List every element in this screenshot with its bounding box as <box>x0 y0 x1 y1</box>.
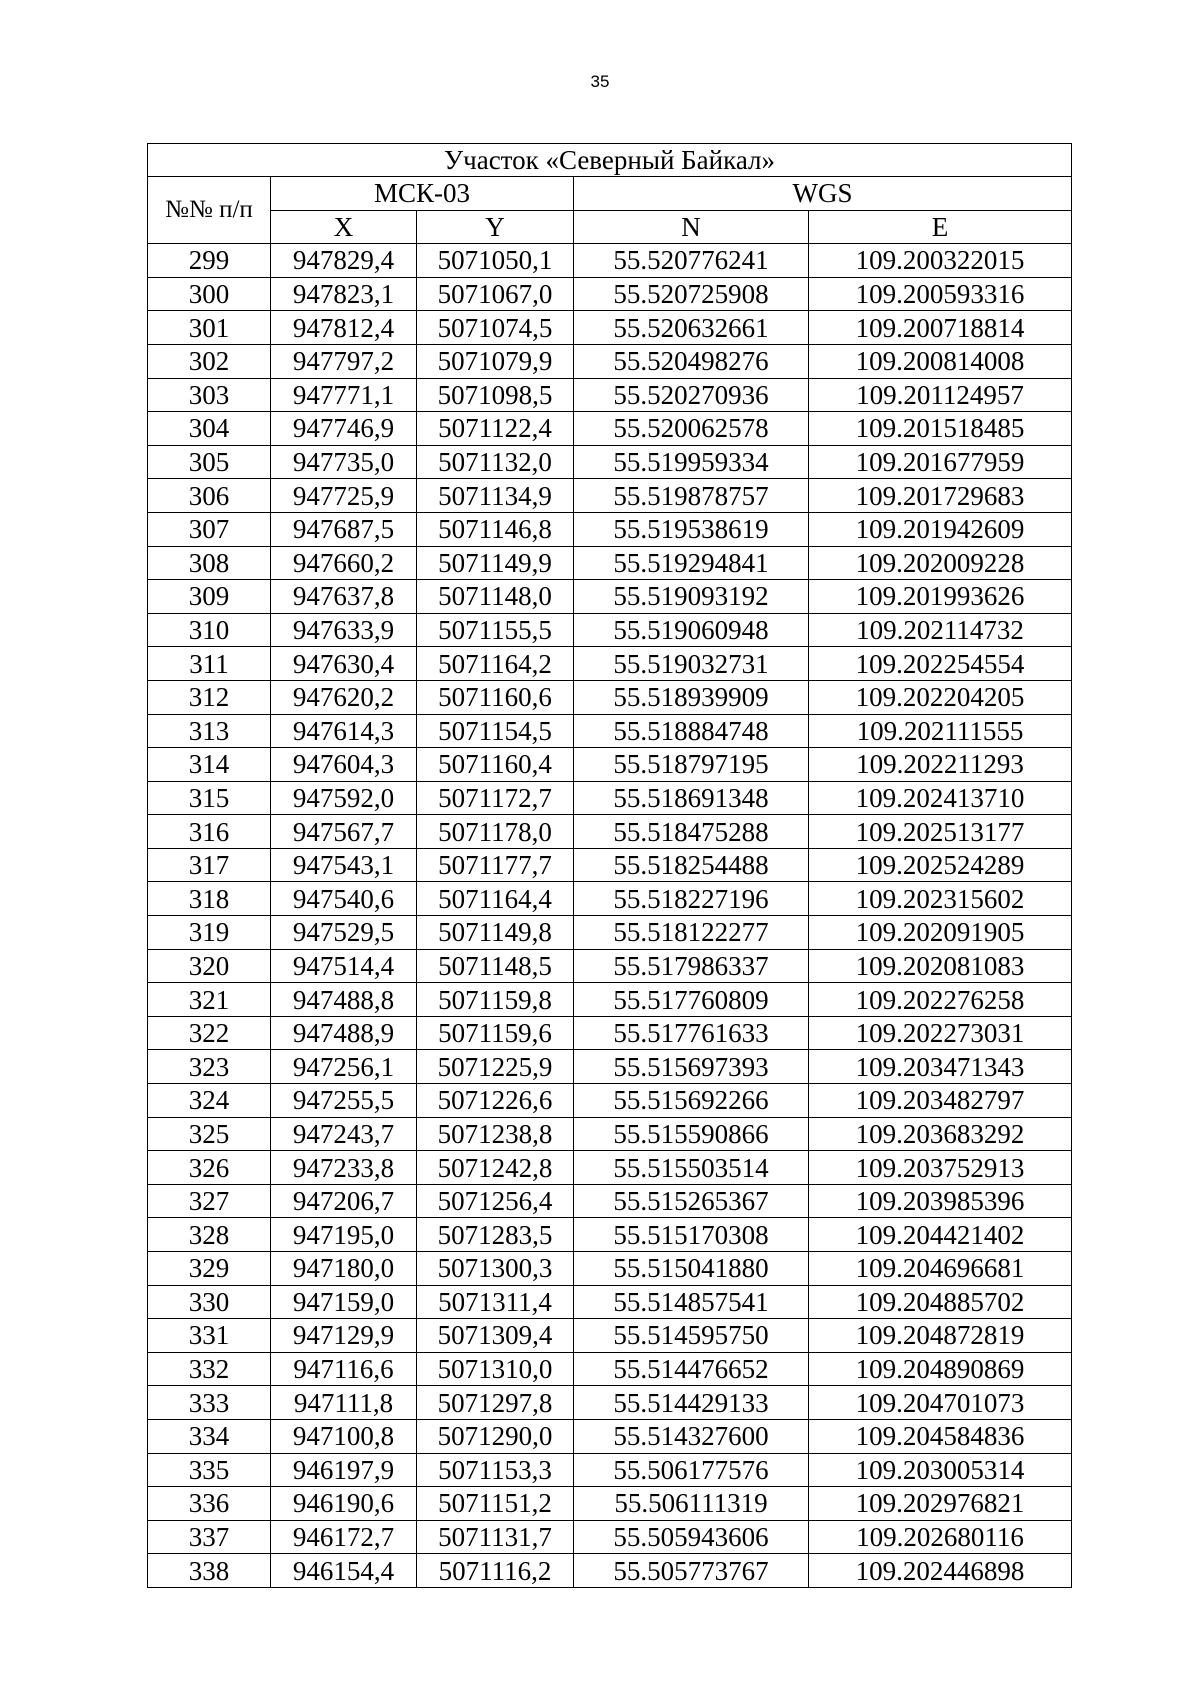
y-cell: 5071311,4 <box>417 1285 574 1319</box>
row-number-cell: 299 <box>148 244 271 278</box>
y-cell: 5071131,7 <box>417 1520 574 1554</box>
n-cell: 55.515041880 <box>574 1252 809 1286</box>
row-number-cell: 308 <box>148 546 271 580</box>
e-cell: 109.203985396 <box>809 1184 1072 1218</box>
y-cell: 5071300,3 <box>417 1252 574 1286</box>
table-row <box>148 983 1072 1017</box>
e-cell: 109.202315602 <box>809 882 1072 916</box>
row-number-cell: 302 <box>148 344 271 378</box>
y-cell: 5071155,5 <box>417 613 574 647</box>
table-row <box>148 714 1072 748</box>
x-cell: 947592,0 <box>271 781 417 815</box>
n-cell: 55.519294841 <box>574 546 809 580</box>
x-cell: 947812,4 <box>271 311 417 345</box>
table-title: Участок «Северный Байкал» <box>148 144 1072 177</box>
e-cell: 109.202111555 <box>809 714 1072 748</box>
e-cell: 109.203005314 <box>809 1453 1072 1487</box>
table-row <box>148 613 1072 647</box>
table-header <box>148 144 1072 244</box>
e-cell: 109.200593316 <box>809 277 1072 311</box>
table-row <box>148 1285 1072 1319</box>
n-cell: 55.520776241 <box>574 244 809 278</box>
y-cell: 5071160,6 <box>417 680 574 714</box>
y-cell: 5071226,6 <box>417 1084 574 1118</box>
e-cell: 109.202680116 <box>809 1520 1072 1554</box>
n-cell: 55.518939909 <box>574 680 809 714</box>
n-cell: 55.505943606 <box>574 1520 809 1554</box>
y-cell: 5071154,5 <box>417 714 574 748</box>
table-row <box>148 748 1072 782</box>
row-number-cell: 307 <box>148 512 271 546</box>
y-cell: 5071283,5 <box>417 1218 574 1252</box>
n-cell: 55.514476652 <box>574 1352 809 1386</box>
row-number-cell: 311 <box>148 647 271 681</box>
y-cell: 5071297,8 <box>417 1386 574 1420</box>
y-cell: 5071172,7 <box>417 781 574 815</box>
x-cell: 947543,1 <box>271 848 417 882</box>
table-body <box>148 244 1072 1588</box>
n-cell: 55.520632661 <box>574 311 809 345</box>
y-cell: 5071146,8 <box>417 512 574 546</box>
row-number-cell: 335 <box>148 1453 271 1487</box>
row-number-cell: 316 <box>148 815 271 849</box>
x-cell: 947159,0 <box>271 1285 417 1319</box>
x-cell: 947129,9 <box>271 1319 417 1353</box>
y-cell: 5071310,0 <box>417 1352 574 1386</box>
n-cell: 55.518227196 <box>574 882 809 916</box>
table-row <box>148 1117 1072 1151</box>
n-cell: 55.520725908 <box>574 277 809 311</box>
row-number-cell: 327 <box>148 1184 271 1218</box>
e-cell: 109.202446898 <box>809 1554 1072 1588</box>
row-number-cell: 322 <box>148 1016 271 1050</box>
row-number-cell: 323 <box>148 1050 271 1084</box>
table-row <box>148 848 1072 882</box>
n-cell: 55.514857541 <box>574 1285 809 1319</box>
table-row <box>148 1151 1072 1185</box>
n-cell: 55.506111319 <box>574 1487 809 1521</box>
table-row <box>148 1016 1072 1050</box>
table-row <box>148 1453 1072 1487</box>
y-cell: 5071122,4 <box>417 412 574 446</box>
n-cell: 55.520498276 <box>574 344 809 378</box>
x-cell: 947771,1 <box>271 378 417 412</box>
x-cell: 946172,7 <box>271 1520 417 1554</box>
y-cell: 5071159,6 <box>417 1016 574 1050</box>
y-cell: 5071164,4 <box>417 882 574 916</box>
y-cell: 5071159,8 <box>417 983 574 1017</box>
msk-group-header: МСК-03 <box>271 177 574 211</box>
e-cell: 109.204701073 <box>809 1386 1072 1420</box>
y-cell: 5071074,5 <box>417 311 574 345</box>
x-cell: 947735,0 <box>271 445 417 479</box>
n-cell: 55.520270936 <box>574 378 809 412</box>
table-row <box>148 882 1072 916</box>
table-row <box>148 1419 1072 1453</box>
row-number-cell: 336 <box>148 1487 271 1521</box>
table-row <box>148 479 1072 513</box>
x-cell: 947614,3 <box>271 714 417 748</box>
n-cell: 55.517760809 <box>574 983 809 1017</box>
n-cell: 55.517986337 <box>574 949 809 983</box>
y-cell: 5071148,0 <box>417 580 574 614</box>
row-number-cell: 309 <box>148 580 271 614</box>
x-cell: 947567,7 <box>271 815 417 849</box>
number-column-header: №№ п/п <box>148 177 271 244</box>
n-cell: 55.519060948 <box>574 613 809 647</box>
row-number-cell: 317 <box>148 848 271 882</box>
x-cell: 947514,4 <box>271 949 417 983</box>
table-row <box>148 1252 1072 1286</box>
table-row <box>148 512 1072 546</box>
n-cell: 55.514595750 <box>574 1319 809 1353</box>
e-cell: 109.200718814 <box>809 311 1072 345</box>
table-row <box>148 378 1072 412</box>
e-column-header: E <box>809 210 1072 244</box>
y-cell: 5071151,2 <box>417 1487 574 1521</box>
table-row <box>148 1184 1072 1218</box>
n-cell: 55.518691348 <box>574 781 809 815</box>
n-cell: 55.515697393 <box>574 1050 809 1084</box>
e-cell: 109.200814008 <box>809 344 1072 378</box>
y-column-header: Y <box>417 210 574 244</box>
y-cell: 5071132,0 <box>417 445 574 479</box>
e-cell: 109.202114732 <box>809 613 1072 647</box>
row-number-cell: 330 <box>148 1285 271 1319</box>
n-cell: 55.518884748 <box>574 714 809 748</box>
table-row <box>148 1487 1072 1521</box>
table-row <box>148 1520 1072 1554</box>
n-cell: 55.518475288 <box>574 815 809 849</box>
e-cell: 109.202211293 <box>809 748 1072 782</box>
page-number: 35 <box>590 72 610 91</box>
table-row <box>148 277 1072 311</box>
n-cell: 55.505773767 <box>574 1554 809 1588</box>
table-row <box>148 1050 1072 1084</box>
row-number-cell: 319 <box>148 916 271 950</box>
row-number-cell: 318 <box>148 882 271 916</box>
n-cell: 55.506177576 <box>574 1453 809 1487</box>
x-cell: 947206,7 <box>271 1184 417 1218</box>
e-cell: 109.204885702 <box>809 1285 1072 1319</box>
n-cell: 55.517761633 <box>574 1016 809 1050</box>
group-header-row <box>148 177 1072 211</box>
n-cell: 55.519538619 <box>574 512 809 546</box>
row-number-cell: 313 <box>148 714 271 748</box>
n-cell: 55.515170308 <box>574 1218 809 1252</box>
row-number-cell: 334 <box>148 1419 271 1453</box>
x-cell: 947100,8 <box>271 1419 417 1453</box>
e-cell: 109.202254554 <box>809 647 1072 681</box>
e-cell: 109.201518485 <box>809 412 1072 446</box>
e-cell: 109.202273031 <box>809 1016 1072 1050</box>
x-cell: 947255,5 <box>271 1084 417 1118</box>
y-cell: 5071256,4 <box>417 1184 574 1218</box>
x-cell: 947630,4 <box>271 647 417 681</box>
n-cell: 55.515692266 <box>574 1084 809 1118</box>
e-cell: 109.202976821 <box>809 1487 1072 1521</box>
title-row <box>148 144 1072 177</box>
column-header-row <box>148 210 1072 244</box>
row-number-cell: 329 <box>148 1252 271 1286</box>
e-cell: 109.201993626 <box>809 580 1072 614</box>
n-cell: 55.518797195 <box>574 748 809 782</box>
e-cell: 109.204890869 <box>809 1352 1072 1386</box>
n-cell: 55.515503514 <box>574 1151 809 1185</box>
x-column-header: X <box>271 210 417 244</box>
row-number-cell: 331 <box>148 1319 271 1353</box>
e-cell: 109.201942609 <box>809 512 1072 546</box>
table-row <box>148 1386 1072 1420</box>
row-number-cell: 300 <box>148 277 271 311</box>
table-row <box>148 445 1072 479</box>
x-cell: 946197,9 <box>271 1453 417 1487</box>
n-column-header: N <box>574 210 809 244</box>
y-cell: 5071153,3 <box>417 1453 574 1487</box>
x-cell: 947116,6 <box>271 1352 417 1386</box>
table-row <box>148 781 1072 815</box>
e-cell: 109.203683292 <box>809 1117 1072 1151</box>
e-cell: 109.200322015 <box>809 244 1072 278</box>
x-cell: 947180,0 <box>271 1252 417 1286</box>
n-cell: 55.518122277 <box>574 916 809 950</box>
row-number-cell: 321 <box>148 983 271 1017</box>
row-number-cell: 332 <box>148 1352 271 1386</box>
y-cell: 5071178,0 <box>417 815 574 849</box>
e-cell: 109.204872819 <box>809 1319 1072 1353</box>
row-number-cell: 315 <box>148 781 271 815</box>
y-cell: 5071148,5 <box>417 949 574 983</box>
x-cell: 947604,3 <box>271 748 417 782</box>
x-cell: 947488,8 <box>271 983 417 1017</box>
y-cell: 5071290,0 <box>417 1419 574 1453</box>
table-row <box>148 815 1072 849</box>
e-cell: 109.202091905 <box>809 916 1072 950</box>
table-row <box>148 949 1072 983</box>
y-cell: 5071067,0 <box>417 277 574 311</box>
x-cell: 947746,9 <box>271 412 417 446</box>
table-row <box>148 1319 1072 1353</box>
e-cell: 109.204584836 <box>809 1419 1072 1453</box>
row-number-cell: 333 <box>148 1386 271 1420</box>
e-cell: 109.202276258 <box>809 983 1072 1017</box>
n-cell: 55.519032731 <box>574 647 809 681</box>
n-cell: 55.519959334 <box>574 445 809 479</box>
y-cell: 5071177,7 <box>417 848 574 882</box>
x-cell: 947195,0 <box>271 1218 417 1252</box>
table-row <box>148 412 1072 446</box>
table-row <box>148 1084 1072 1118</box>
y-cell: 5071079,9 <box>417 344 574 378</box>
y-cell: 5071050,1 <box>417 244 574 278</box>
e-cell: 109.202009228 <box>809 546 1072 580</box>
x-cell: 947529,5 <box>271 916 417 950</box>
n-cell: 55.515590866 <box>574 1117 809 1151</box>
row-number-cell: 312 <box>148 680 271 714</box>
n-cell: 55.515265367 <box>574 1184 809 1218</box>
x-cell: 947823,1 <box>271 277 417 311</box>
x-cell: 947111,8 <box>271 1386 417 1420</box>
n-cell: 55.519878757 <box>574 479 809 513</box>
x-cell: 947687,5 <box>271 512 417 546</box>
x-cell: 947633,9 <box>271 613 417 647</box>
row-number-cell: 320 <box>148 949 271 983</box>
y-cell: 5071149,8 <box>417 916 574 950</box>
table-row <box>148 311 1072 345</box>
x-cell: 947725,9 <box>271 479 417 513</box>
x-cell: 947637,8 <box>271 580 417 614</box>
table-row <box>148 244 1072 278</box>
x-cell: 946190,6 <box>271 1487 417 1521</box>
x-cell: 947829,4 <box>271 244 417 278</box>
y-cell: 5071309,4 <box>417 1319 574 1353</box>
n-cell: 55.514429133 <box>574 1386 809 1420</box>
e-cell: 109.203752913 <box>809 1151 1072 1185</box>
row-number-cell: 325 <box>148 1117 271 1151</box>
e-cell: 109.202413710 <box>809 781 1072 815</box>
y-cell: 5071149,9 <box>417 546 574 580</box>
n-cell: 55.519093192 <box>574 580 809 614</box>
e-cell: 109.202204205 <box>809 680 1072 714</box>
x-cell: 947540,6 <box>271 882 417 916</box>
row-number-cell: 304 <box>148 412 271 446</box>
row-number-cell: 338 <box>148 1554 271 1588</box>
y-cell: 5071160,4 <box>417 748 574 782</box>
e-cell: 109.202081083 <box>809 949 1072 983</box>
x-cell: 947797,2 <box>271 344 417 378</box>
row-number-cell: 306 <box>148 479 271 513</box>
x-cell: 947233,8 <box>271 1151 417 1185</box>
table-row <box>148 546 1072 580</box>
e-cell: 109.204696681 <box>809 1252 1072 1286</box>
table-row <box>148 1554 1072 1588</box>
x-cell: 947243,7 <box>271 1117 417 1151</box>
y-cell: 5071116,2 <box>417 1554 574 1588</box>
y-cell: 5071238,8 <box>417 1117 574 1151</box>
x-cell: 946154,4 <box>271 1554 417 1588</box>
y-cell: 5071164,2 <box>417 647 574 681</box>
table-row <box>148 647 1072 681</box>
row-number-cell: 337 <box>148 1520 271 1554</box>
n-cell: 55.518254488 <box>574 848 809 882</box>
e-cell: 109.203482797 <box>809 1084 1072 1118</box>
y-cell: 5071098,5 <box>417 378 574 412</box>
table-row <box>148 1352 1072 1386</box>
row-number-cell: 314 <box>148 748 271 782</box>
x-cell: 947256,1 <box>271 1050 417 1084</box>
table-row <box>148 916 1072 950</box>
row-number-cell: 328 <box>148 1218 271 1252</box>
table-row <box>148 344 1072 378</box>
row-number-cell: 301 <box>148 311 271 345</box>
n-cell: 55.514327600 <box>574 1419 809 1453</box>
e-cell: 109.201677959 <box>809 445 1072 479</box>
row-number-cell: 326 <box>148 1151 271 1185</box>
row-number-cell: 324 <box>148 1084 271 1118</box>
row-number-cell: 305 <box>148 445 271 479</box>
row-number-cell: 303 <box>148 378 271 412</box>
e-cell: 109.204421402 <box>809 1218 1072 1252</box>
y-cell: 5071134,9 <box>417 479 574 513</box>
e-cell: 109.203471343 <box>809 1050 1072 1084</box>
table-row <box>148 1218 1072 1252</box>
table-row <box>148 580 1072 614</box>
table-row <box>148 680 1072 714</box>
e-cell: 109.202513177 <box>809 815 1072 849</box>
row-number-cell: 310 <box>148 613 271 647</box>
e-cell: 109.201124957 <box>809 378 1072 412</box>
n-cell: 55.520062578 <box>574 412 809 446</box>
x-cell: 947620,2 <box>271 680 417 714</box>
y-cell: 5071225,9 <box>417 1050 574 1084</box>
e-cell: 109.201729683 <box>809 479 1072 513</box>
coordinates-table <box>147 143 1072 1588</box>
e-cell: 109.202524289 <box>809 848 1072 882</box>
x-cell: 947660,2 <box>271 546 417 580</box>
x-cell: 947488,9 <box>271 1016 417 1050</box>
wgs-group-header: WGS <box>574 177 1072 211</box>
y-cell: 5071242,8 <box>417 1151 574 1185</box>
